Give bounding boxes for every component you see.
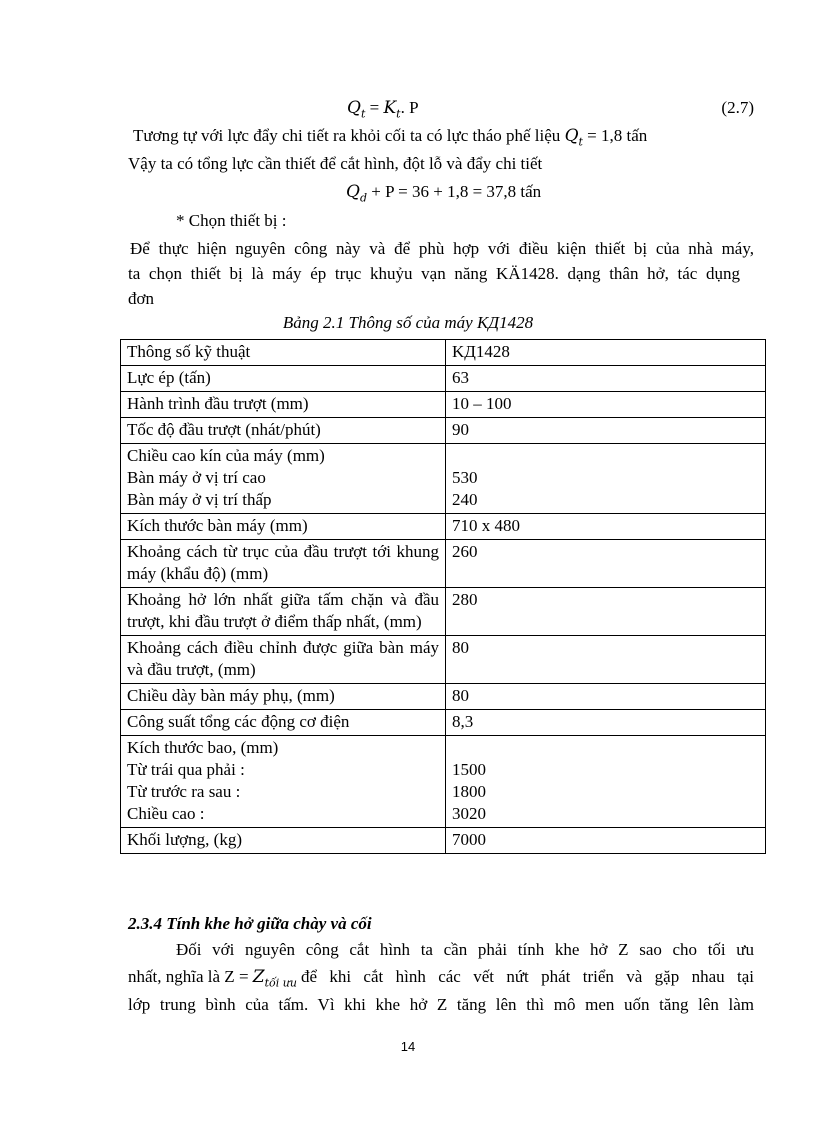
- param-name-cell: Công suất tổng các động cơ điện: [121, 710, 446, 736]
- choose-line-3: đơn: [128, 289, 154, 308]
- param-name-cell: Hành trình đầu trượt (mm): [121, 392, 446, 418]
- param-name-cell: Thông số kỹ thuật: [121, 340, 446, 366]
- param-name-cell: Khoảng cách điều chỉnh được giữa bàn máy và đầu trượt, (mm): [121, 636, 446, 684]
- eq-rhs: K: [383, 98, 397, 118]
- para-line-1-text: Tương tự với lực đẩy chi tiết ra khỏi cối ta có lực tháo phế liệu: [133, 126, 565, 145]
- param-value-cell: 710 x 480: [446, 514, 766, 540]
- section-heading: 2.3.4 Tính khe hở giữa chày và cối: [128, 914, 372, 933]
- param-value-cell: 260: [446, 540, 766, 588]
- inline-q-sym: Q: [564, 126, 579, 146]
- param-value-cell: 80: [446, 684, 766, 710]
- equation-number: (2.7): [721, 98, 754, 117]
- table-row: [121, 828, 766, 854]
- table-row: [121, 684, 766, 710]
- eq-equals: =: [365, 98, 384, 117]
- param-value-cell: 1500 1800 3020: [446, 736, 766, 828]
- param-name-cell: Khoảng hở lớn nhất giữa tấm chặn và đầu trượt, khi đầu trượt ở điểm thấp nhất, (mm): [121, 588, 446, 636]
- table-row: [121, 540, 766, 588]
- table-caption: Bảng 2.1 Thông số của máy KД1428: [282, 313, 534, 332]
- eq2-tail: + P = 36 + 1,8 = 37,8 tấn: [366, 182, 542, 201]
- table-row: [121, 736, 766, 828]
- table-row: [121, 444, 766, 514]
- param-name-cell: Lực ép (tấn): [121, 366, 446, 392]
- param-name-cell: Khối lượng, (kg): [121, 828, 446, 854]
- table-row: [121, 588, 766, 636]
- param-value-cell: 8,3: [446, 710, 766, 736]
- param-value-cell: 80: [446, 636, 766, 684]
- eq2-sub: d: [359, 191, 367, 205]
- section-line-2: [128, 966, 754, 994]
- param-value-cell: 280: [446, 588, 766, 636]
- eq-lhs-sub: t: [360, 107, 366, 121]
- section-line-2-part: [128, 966, 297, 994]
- section-line-2-b: để khi cắt hình các vết nứt phát triển và gặp nhau tại: [300, 967, 754, 986]
- section-line-2-a: nhất, nghĩa là Z =: [128, 967, 253, 986]
- choose-line-2: ta chọn thiết bị là máy ép trục khuỷu vạn năng KÄ1428. dạng thân hở, tác dụng: [128, 264, 740, 283]
- table-row: [121, 710, 766, 736]
- spec-table: [120, 339, 766, 854]
- inline-q-tail: = 1,8 tấn: [582, 126, 648, 145]
- eq-rhs-tail: . P: [400, 98, 419, 117]
- param-value-cell: 530 240: [446, 444, 766, 514]
- eq-rhs-sub: t: [396, 107, 401, 121]
- section-line-3: lớp trung bình của tấm. Vì khi khe hở Z tăng lên thì mô men uốn tăng lên làm: [128, 995, 754, 1014]
- para-line-1: [133, 125, 647, 153]
- choose-heading: * Chọn thiết bị :: [176, 211, 287, 230]
- param-value-cell: 63: [446, 366, 766, 392]
- table-row: [121, 366, 766, 392]
- param-name-cell: Tốc độ đầu trượt (nhát/phút): [121, 418, 446, 444]
- eq-lhs: Q: [347, 98, 361, 118]
- param-name-cell: Chiều cao kín của máy (mm) Bàn máy ở vị trí cao Bàn máy ở vị trí thấp: [121, 444, 446, 514]
- equation-total: [346, 181, 541, 209]
- table-row: [121, 636, 766, 684]
- inline-q-sub: t: [578, 135, 583, 149]
- table-row: [121, 392, 766, 418]
- section-line-1: Đối với nguyên công cắt hình ta cần phải tính khe hở Z sao cho tối ưu: [176, 940, 754, 959]
- page-number: 14: [400, 1039, 416, 1054]
- param-name-cell: Kích thước bao, (mm) Từ trái qua phải : Từ trước ra sau : Chiều cao :: [121, 736, 446, 828]
- table-row: [121, 418, 766, 444]
- param-value-cell: 90: [446, 418, 766, 444]
- param-value-cell: 7000: [446, 828, 766, 854]
- z-opt-sym: Z: [252, 967, 265, 987]
- choose-line-1: Để thực hiện nguyên công này và để phù hợp với điều kiện thiết bị của nhà máy,: [130, 239, 754, 258]
- para-line-2: Vậy ta có tổng lực cần thiết để cắt hình, đột lỗ và đẩy chi tiết: [128, 154, 543, 173]
- param-name-cell: Kích thước bàn máy (mm): [121, 514, 446, 540]
- table-row: [121, 514, 766, 540]
- param-name-cell: Khoảng cách từ trục của đầu trượt tới khung máy (khẩu độ) (mm): [121, 540, 446, 588]
- equation-2-7: [347, 97, 419, 125]
- param-value-cell: 10 – 100: [446, 392, 766, 418]
- param-name-cell: Chiều dày bàn máy phụ, (mm): [121, 684, 446, 710]
- eq2-sym: Q: [346, 182, 360, 202]
- z-opt-sub: tối ưu: [264, 976, 297, 990]
- param-value-cell: KД1428: [446, 340, 766, 366]
- table-row: [121, 340, 766, 366]
